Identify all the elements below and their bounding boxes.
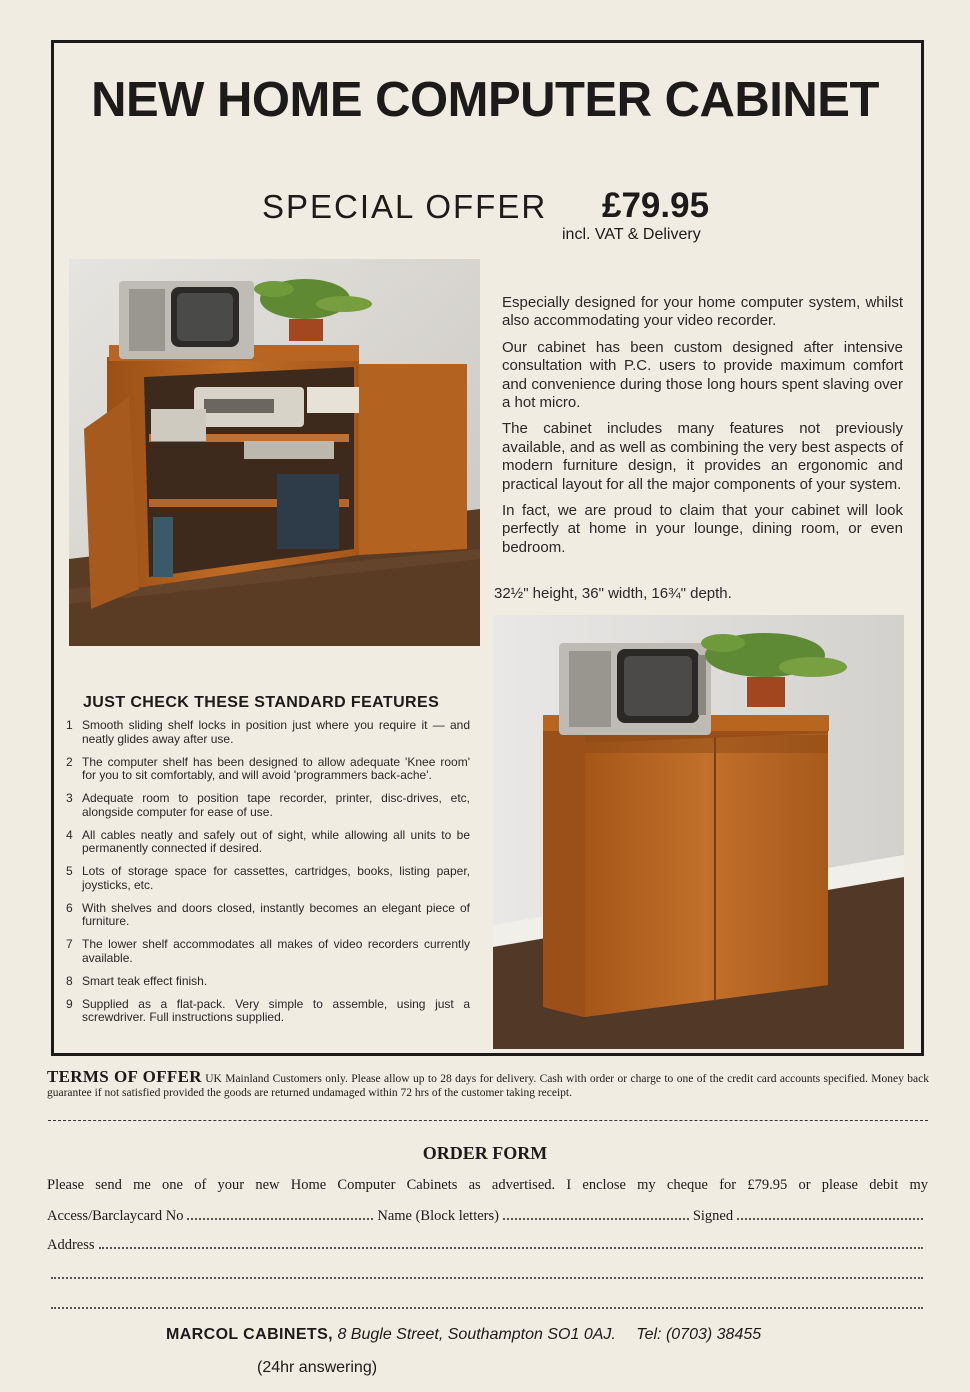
feature-number: 5 [66,864,73,878]
feature-number: 9 [66,996,73,1011]
feature-item [66,719,470,746]
order-form-row-card [47,1208,927,1225]
address-field-line-2[interactable] [51,1267,923,1279]
features-list [66,719,470,1034]
terms-heading: TERMS OF OFFER [47,1067,202,1086]
cabinet-closed-illustration [493,615,904,1049]
order-form-row-address-3 [47,1297,927,1309]
signature-field[interactable] [737,1208,923,1220]
feature-item [66,829,470,856]
feature-number: 7 [66,937,73,951]
cabinet-open-illustration [69,259,480,646]
cabinet-open-photo [69,259,480,646]
description-paragraph: The cabinet includes many features not previously available, and as well as combining the very best aspects of modern furniture design, it provides an ergonomic and practical layout for all the major components of your system. [502,420,903,493]
feature-item [66,865,470,892]
name-field[interactable] [503,1208,689,1220]
feature-text: Smooth sliding shelf locks in position just where you require it — and neatly glides away after use. [82,718,470,746]
address-label: Address [47,1237,95,1253]
feature-number: 6 [66,900,73,915]
feature-item [66,998,470,1025]
answering-note: (24hr answering) [257,1359,378,1376]
company-footer [166,1326,761,1344]
description-paragraph: Especially designed for your home computer system, whilst also accommodating your video recorder. [502,294,903,330]
description-paragraph: Our cabinet has been custom designed after intensive consultation with P.C. users to provide maximum comfort and convenience during those long hours spent slaving over a hot micro. [502,338,903,412]
card-number-label: Access/Barclaycard No [47,1208,184,1224]
order-form-text: Please send me one of your new Home Computer Cabinets as advertised. I enclose my cheque for £79.95 or please debit my [47,1177,928,1193]
company-telephone: Tel: (0703) 38455 [636,1326,762,1343]
feature-text: With shelves and doors closed, instantly becomes an elegant piece of furniture. [82,900,470,928]
headline: NEW HOME COMPUTER CABINET [91,73,879,127]
feature-text: The computer shelf has been designed to allow adequate 'Knee room' for you to sit comfortably, and will avoid 'programmers back-ache'. [82,754,470,782]
company-name: MARCOL CABINETS, [166,1326,333,1343]
feature-text: Adequate room to position tape recorder, printer, disc-drives, etc, alongside computer for ease of use. [82,791,470,819]
feature-text: Lots of storage space for cassettes, cartridges, books, listing paper, joysticks, etc. [82,864,470,892]
feature-text: Supplied as a flat-pack. Very simple to assemble, using just a screwdriver. Full instructions supplied. [82,996,470,1024]
cabinet-closed-photo [493,615,904,1049]
card-number-field[interactable] [187,1208,373,1220]
order-form-row-address-2 [47,1267,927,1279]
feature-text: The lower shelf accommodates all makes of video recorders currently available. [82,937,470,965]
feature-number: 8 [66,973,73,988]
feature-number: 3 [66,791,73,805]
name-label: Name (Block letters) [377,1208,499,1224]
feature-item [66,975,470,989]
company-address: 8 Bugle Street, Southampton SO1 0AJ. [337,1326,616,1343]
feature-text: Smart teak effect finish. [82,973,208,988]
features-title: JUST CHECK THESE STANDARD FEATURES [83,694,440,711]
vat-note: incl. VAT & Delivery [562,226,701,243]
special-offer-label: SPECIAL OFFER [262,188,548,225]
feature-item [66,792,470,819]
address-field-line-1[interactable] [99,1237,923,1249]
signed-label: Signed [692,1208,734,1224]
dimensions: 32½" height, 36" width, 16¾" depth. [494,585,732,602]
terms-of-offer [47,1067,929,1100]
feature-item [66,938,470,965]
order-form-title: ORDER FORM [422,1143,548,1163]
order-form-row-address [47,1237,927,1254]
offer-price: £79.95 [602,186,710,225]
feature-item [66,902,470,929]
terms-text: UK Mainland Customers only. Please allow up to 28 days for delivery. Cash with order or charge to one of the credit card accounts specified. Money back guarantee if not satisfied provided the goods are returned undamaged within 72 hrs of the customer taking receipt. [47,1073,929,1099]
feature-text: All cables neatly and safely out of sight, while allowing all units to be permanently connected if desired. [82,827,470,855]
cut-line [48,1120,928,1121]
address-field-line-3[interactable] [51,1297,923,1309]
feature-number: 1 [66,718,73,732]
feature-item [66,756,470,783]
feature-number: 2 [66,754,73,769]
description-paragraph: In fact, we are proud to claim that your cabinet will look perfectly at home in your lounge, dining room, or even bedroom. [502,502,903,556]
feature-number: 4 [66,827,73,842]
description-copy [502,294,903,565]
